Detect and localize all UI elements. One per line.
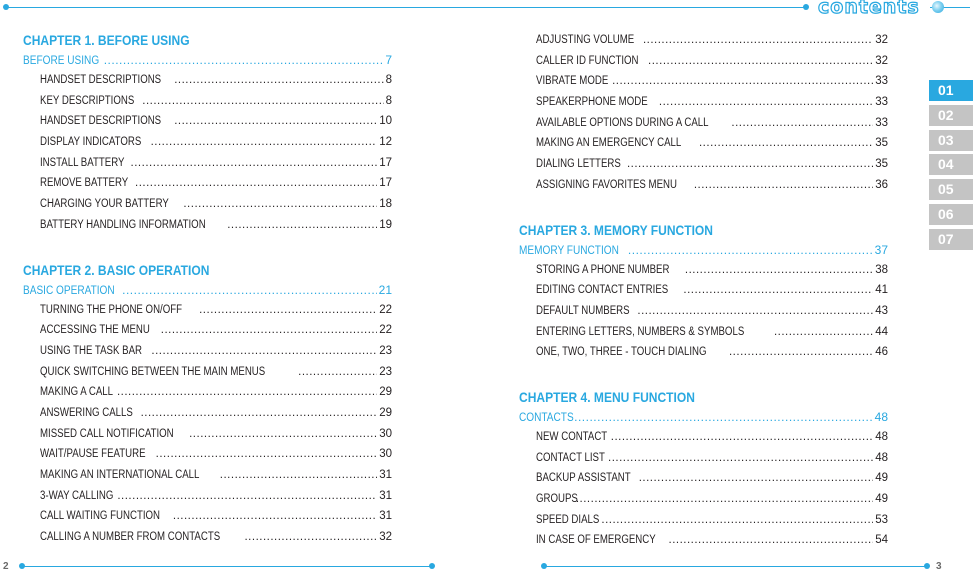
toc-leader xyxy=(731,113,873,134)
toc-leader xyxy=(117,382,377,403)
toc-entry[interactable] xyxy=(23,362,392,383)
toc-entry[interactable] xyxy=(23,527,392,548)
footer-dot-left xyxy=(19,563,25,569)
toc-leader xyxy=(135,173,377,194)
toc-entry-page: 31 xyxy=(379,510,392,523)
toc-leader xyxy=(729,342,873,363)
toc-entry-page: 19 xyxy=(379,218,392,231)
toc-entry[interactable] xyxy=(519,301,888,322)
toc-entry[interactable] xyxy=(519,133,888,154)
toc-entry[interactable] xyxy=(23,215,392,236)
chapter-tab-04[interactable]: 04 xyxy=(929,154,973,175)
header-rule-dot-right xyxy=(803,4,809,10)
toc-entry-label: NEW CONTACT xyxy=(536,430,608,443)
toc-leader xyxy=(220,465,377,486)
toc-entry-label: WAIT/PAUSE FEATURE xyxy=(40,448,146,461)
toc-entry-label: DIALING LETTERS xyxy=(536,158,621,171)
toc-leader xyxy=(637,301,873,322)
toc-entry-label: QUICK SWITCHING BETWEEN THE MAIN MENUS xyxy=(40,365,266,378)
toc-section-page: 37 xyxy=(874,242,888,257)
toc-entry-page: 8 xyxy=(385,94,392,107)
toc-entry[interactable] xyxy=(23,111,392,132)
toc-entry-page: 31 xyxy=(379,469,392,481)
toc-entry[interactable] xyxy=(23,91,392,112)
toc-entry[interactable] xyxy=(23,70,392,91)
toc-entry[interactable] xyxy=(519,427,888,448)
toc-section[interactable] xyxy=(519,240,888,260)
footer-dot-center-left xyxy=(429,563,435,569)
toc-entry-label: CONTACT LIST xyxy=(536,451,605,464)
toc-leader xyxy=(131,153,378,174)
toc-entry-page: 46 xyxy=(875,346,888,359)
toc-entry-page: 48 xyxy=(875,451,888,464)
toc-entry-label: ADJUSTING VOLUME xyxy=(536,34,635,46)
toc-leader xyxy=(612,71,873,92)
toc-entry-page: 54 xyxy=(875,534,888,547)
toc-entry-page: 32 xyxy=(875,54,888,67)
toc-entry[interactable] xyxy=(23,300,392,321)
toc-entry[interactable] xyxy=(519,510,888,531)
toc-entry-page: 48 xyxy=(875,430,888,443)
toc-entry[interactable] xyxy=(519,530,888,551)
toc-entry[interactable] xyxy=(23,132,392,153)
toc-entry[interactable] xyxy=(23,194,392,215)
toc-leader xyxy=(104,50,384,70)
toc-entry-label: CALL WAITING FUNCTION xyxy=(40,510,161,523)
toc-entry-label: DISPLAY INDICATORS xyxy=(40,136,142,149)
toc-entry[interactable] xyxy=(519,468,888,489)
toc-leader xyxy=(156,444,378,465)
toc-entry-label: MAKING AN EMERGENCY CALL xyxy=(536,137,682,150)
chapter-heading: CHAPTER 1. BEFORE USING xyxy=(23,32,190,48)
toc-entry-page: 31 xyxy=(379,489,392,502)
toc-entry[interactable] xyxy=(23,486,392,507)
toc-leader xyxy=(683,280,873,301)
toc-entry-page: 41 xyxy=(875,284,888,297)
toc-leader xyxy=(189,424,377,445)
toc-entry[interactable] xyxy=(23,173,392,194)
toc-entry-label: INSTALL BATTERY xyxy=(40,156,125,169)
toc-entry-page: 8 xyxy=(385,74,392,86)
toc-leader xyxy=(669,530,874,551)
toc-entry-page: 22 xyxy=(379,303,392,316)
toc-entry-label: ENTERING LETTERS, NUMBERS & SYMBOLS xyxy=(536,325,745,338)
toc-entry-page: 12 xyxy=(379,136,392,149)
toc-entry-label: MISSED CALL NOTIFICATION xyxy=(40,427,174,440)
contents-title: contents xyxy=(818,0,920,18)
page-number-left: 2 xyxy=(3,561,9,572)
toc-leader xyxy=(151,132,378,153)
page-number-right: 3 xyxy=(936,561,942,572)
toc-section[interactable] xyxy=(23,50,392,70)
toc-entry-page: 43 xyxy=(875,304,888,317)
toc-entry[interactable] xyxy=(23,341,392,362)
toc-leader xyxy=(699,133,873,154)
toc-leader xyxy=(199,300,377,321)
toc-leader xyxy=(627,154,873,175)
toc-leader xyxy=(574,407,873,427)
toc-entry-label: AVAILABLE OPTIONS DURING A CALL xyxy=(536,116,709,129)
toc-entry-page: 23 xyxy=(379,344,392,357)
toc-entry-label: HANDSET DESCRIPTIONS xyxy=(40,115,162,128)
toc-leader xyxy=(694,175,873,196)
toc-section-page: 21 xyxy=(378,282,392,297)
chapter-tab-07[interactable]: 07 xyxy=(929,229,973,250)
toc-entry-label: EDITING CONTACT ENTRIES xyxy=(536,284,669,297)
toc-entry-page: 35 xyxy=(875,158,888,171)
toc-entry-label: MAKING AN INTERNATIONAL CALL xyxy=(40,469,200,481)
toc-entry-page: 30 xyxy=(379,448,392,461)
toc-entry-page: 29 xyxy=(379,386,392,399)
toc-leader xyxy=(141,403,378,424)
toc-leader xyxy=(298,362,377,383)
toc-leader xyxy=(117,486,377,507)
chapter-heading: CHAPTER 3. MEMORY FUNCTION xyxy=(519,221,713,238)
toc-entry-page: 32 xyxy=(875,34,888,46)
toc-entry-page: 17 xyxy=(379,177,392,190)
chapter-heading: CHAPTER 2. BASIC OPERATION xyxy=(23,261,210,278)
toc-entry[interactable] xyxy=(519,342,888,363)
toc-section[interactable] xyxy=(519,407,888,427)
toc-entry-page: 23 xyxy=(379,365,392,378)
toc-entry[interactable] xyxy=(519,175,888,196)
toc-entry-label: ACCESSING THE MENU xyxy=(40,324,150,337)
chapter-heading: CHAPTER 4. MENU FUNCTION xyxy=(519,388,695,405)
toc-leader xyxy=(643,30,873,51)
toc-entry-label: VIBRATE MODE xyxy=(536,75,609,88)
toc-entry[interactable] xyxy=(23,403,392,424)
toc-entry[interactable] xyxy=(23,444,392,465)
footer-dot-right xyxy=(924,563,930,569)
toc-entry-page: 44 xyxy=(875,325,888,338)
toc-leader xyxy=(774,322,873,343)
toc-leader xyxy=(183,194,377,215)
toc-leader xyxy=(608,448,873,469)
toc-leader xyxy=(174,111,377,132)
toc-entry[interactable] xyxy=(519,322,888,343)
header-rule xyxy=(6,7,808,8)
toc-leader xyxy=(161,320,377,341)
toc-entry-label: CHARGING YOUR BATTERY xyxy=(40,198,169,211)
toc-entry-label: ONE, TWO, THREE - TOUCH DIALING xyxy=(536,346,707,359)
toc-entry[interactable] xyxy=(23,506,392,527)
toc-entry-page: 33 xyxy=(875,96,888,109)
toc-section-label: MEMORY FUNCTION xyxy=(519,242,619,257)
toc-entry-page: 32 xyxy=(379,531,392,544)
toc-leader xyxy=(628,240,873,260)
toc-entry-label: CALLING A NUMBER FROM CONTACTS xyxy=(40,531,221,544)
toc-entry-label: CALLER ID FUNCTION xyxy=(536,54,639,67)
toc-entry[interactable] xyxy=(519,260,888,281)
footer-rule-right xyxy=(544,566,928,567)
toc-left-column xyxy=(23,30,392,548)
toc-leader xyxy=(659,92,873,113)
chapter-tabs xyxy=(929,80,973,254)
toc-entry[interactable] xyxy=(519,30,888,51)
toc-leader xyxy=(244,527,377,548)
toc-entry-label: IN CASE OF EMERGENCY xyxy=(536,534,656,547)
toc-entry[interactable] xyxy=(519,51,888,72)
toc-entry[interactable] xyxy=(23,465,392,486)
toc-entry-label: ASSIGNING FAVORITES MENU xyxy=(536,178,677,191)
toc-entry[interactable] xyxy=(23,320,392,341)
chapter-tab-06[interactable]: 06 xyxy=(929,204,973,225)
toc-entry-page: 33 xyxy=(875,116,888,129)
footer-dot-center-right xyxy=(541,563,547,569)
toc-entry[interactable] xyxy=(519,154,888,175)
toc-leader xyxy=(122,280,377,300)
toc-entry-page: 35 xyxy=(875,137,888,150)
toc-entry-label: MAKING A CALL xyxy=(40,386,114,399)
toc-leader xyxy=(601,510,873,531)
toc-entry-page: 49 xyxy=(875,493,888,505)
toc-entry-page: 49 xyxy=(875,472,888,485)
toc-leader xyxy=(142,91,383,112)
toc-entry-label: GROUPS xyxy=(536,493,578,505)
toc-entry[interactable] xyxy=(23,424,392,445)
toc-entry[interactable] xyxy=(519,489,888,510)
toc-entry[interactable] xyxy=(519,113,888,134)
toc-entry[interactable] xyxy=(519,448,888,469)
toc-section-label: BEFORE USING xyxy=(23,53,100,67)
header-rule-dot-left xyxy=(3,4,9,10)
toc-entry-page: 10 xyxy=(379,115,392,128)
toc-leader xyxy=(227,215,377,236)
toc-entry-label: 3-WAY CALLING xyxy=(40,489,114,502)
toc-entry-label: KEY DESCRIPTIONS xyxy=(40,94,135,107)
toc-section-page: 7 xyxy=(385,53,392,67)
toc-entry-label: REMOVE BATTERY xyxy=(40,177,129,190)
toc-entry-page: 17 xyxy=(379,156,392,169)
toc-entry-label: STORING A PHONE NUMBER xyxy=(536,263,670,276)
toc-entry-label: DEFAULT NUMBERS xyxy=(536,304,630,317)
toc-entry-label: BACKUP ASSISTANT xyxy=(536,472,631,485)
chapter-tab-02[interactable]: 02 xyxy=(929,105,973,126)
toc-entry-label: BATTERY HANDLING INFORMATION xyxy=(40,218,206,231)
toc-entry-page: 33 xyxy=(875,75,888,88)
toc-section-label: CONTACTS xyxy=(519,409,574,424)
chapter-tab-05[interactable]: 05 xyxy=(929,179,973,200)
toc-leader xyxy=(151,341,377,362)
toc-entry-page: 22 xyxy=(379,324,392,337)
toc-entry-page: 53 xyxy=(875,513,888,526)
toc-entry[interactable] xyxy=(519,280,888,301)
toc-leader xyxy=(611,427,873,448)
toc-entry-label: ANSWERING CALLS xyxy=(40,406,133,419)
toc-entry-label: HANDSET DESCRIPTIONS xyxy=(40,74,162,86)
toc-entry-label: USING THE TASK BAR xyxy=(40,344,142,357)
toc-entry-label: TURNING THE PHONE ON/OFF xyxy=(40,303,183,316)
toc-section-label: BASIC OPERATION xyxy=(23,282,115,297)
toc-entry-page: 30 xyxy=(379,427,392,440)
toc-entry-page: 38 xyxy=(875,263,888,276)
toc-leader xyxy=(576,489,873,510)
footer-rule-left xyxy=(22,566,432,567)
toc-leader xyxy=(685,260,873,281)
toc-entry[interactable] xyxy=(23,153,392,174)
header-orb xyxy=(932,1,944,13)
toc-leader xyxy=(639,468,874,489)
toc-entry-page: 29 xyxy=(379,406,392,419)
toc-entry[interactable] xyxy=(519,92,888,113)
toc-leader xyxy=(648,51,873,72)
chapter-tab-03[interactable]: 03 xyxy=(929,130,973,151)
toc-entry[interactable] xyxy=(23,382,392,403)
chapter-tab-01[interactable]: 01 xyxy=(929,80,973,101)
toc-entry-page: 36 xyxy=(875,178,888,191)
toc-right-column xyxy=(519,30,888,551)
toc-entry-page: 18 xyxy=(379,198,392,211)
toc-entry-label: SPEAKERPHONE MODE xyxy=(536,96,648,109)
toc-entry[interactable] xyxy=(519,71,888,92)
toc-entry-label: SPEED DIALS xyxy=(536,513,600,526)
toc-section-page: 48 xyxy=(874,409,888,424)
toc-section[interactable] xyxy=(23,280,392,300)
toc-leader xyxy=(173,506,377,527)
toc-leader xyxy=(174,70,383,91)
